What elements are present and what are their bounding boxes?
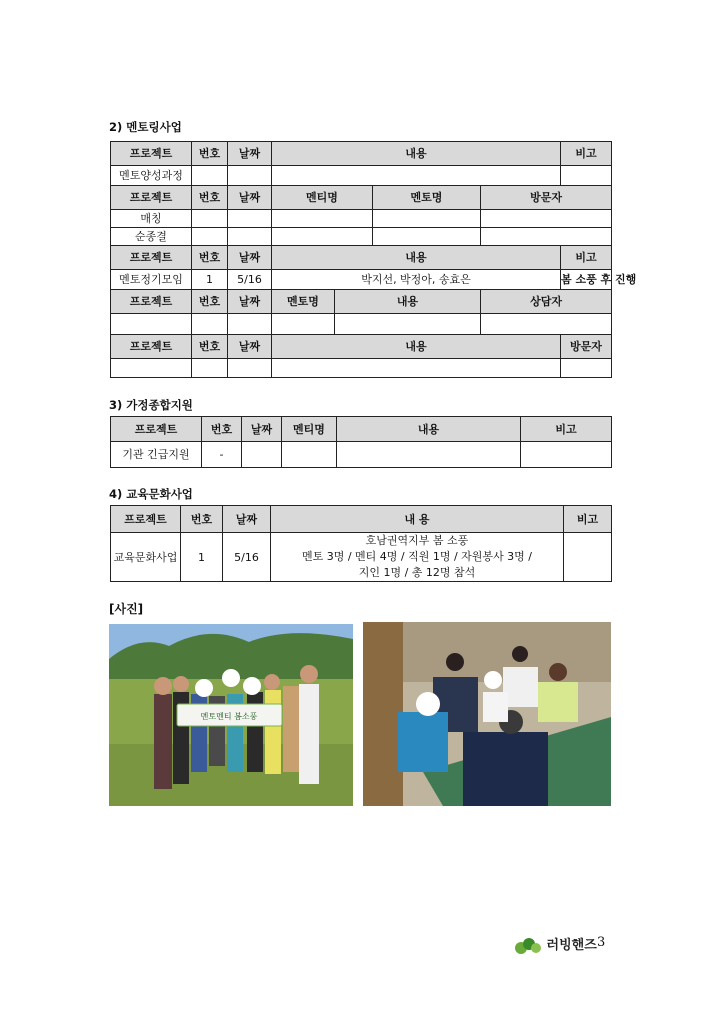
mentoring-r3-number: 1 [192, 270, 228, 290]
mentoring-h3-content: 내용 [272, 246, 561, 270]
family-r-project: 기관 긴급지원 [111, 442, 202, 468]
mentoring-h1-remarks: 비고 [561, 142, 612, 166]
culture-table [110, 505, 612, 582]
footer-brand: 러빙핸즈 [546, 938, 597, 953]
culture-h-date: 날짜 [223, 506, 271, 533]
mentoring-table [110, 141, 637, 335]
section-title-mentoring: 2) 멘토링사업 [109, 120, 182, 134]
mentoring-h4-project: 프로젝트 [111, 290, 192, 314]
mentoring-r2-matching: 매칭 [111, 210, 192, 228]
footer-logo [514, 934, 597, 955]
mentoring-h5-number: 번호 [192, 335, 228, 359]
culture-r-number: 1 [181, 533, 223, 582]
mentoring-r3-project: 멘토정기모임 [111, 270, 192, 290]
mentoring-h2-mentor: 멘토명 [373, 186, 481, 210]
culture-h-number: 번호 [181, 506, 223, 533]
mentoring-r1-project: 멘토양성과정 [111, 166, 192, 186]
mentoring-h2-date: 날짜 [228, 186, 272, 210]
family-r-number: - [202, 442, 242, 468]
mentoring-h1-content: 내용 [272, 142, 561, 166]
family-h-remarks: 비고 [521, 417, 612, 442]
family-h-project: 프로젝트 [111, 417, 202, 442]
mentoring-h5-visitor: 방문자 [561, 335, 612, 359]
photo-group-picnic [109, 624, 353, 806]
mentoring-h5-content: 내용 [272, 335, 561, 359]
mentoring-h5-project: 프로젝트 [111, 335, 192, 359]
leaf-logo-icon [514, 937, 542, 955]
mentoring-h3-date: 날짜 [228, 246, 272, 270]
culture-h-project: 프로젝트 [111, 506, 181, 533]
photos-title: [사진] [109, 602, 144, 616]
mentoring-visit-table [110, 334, 612, 378]
photo-picnic-mat [363, 622, 611, 806]
mentoring-h2-number: 번호 [192, 186, 228, 210]
mentoring-h3-project: 프로젝트 [111, 246, 192, 270]
picnic-photo-illustration [363, 622, 611, 806]
culture-content-line: 지인 1명 / 총 12명 참석 [358, 566, 476, 579]
mentoring-r3-date: 5/16 [228, 270, 272, 290]
mentoring-h1-project: 프로젝트 [111, 142, 192, 166]
mentoring-r3-content: 박지선, 박정아, 송효은 [272, 270, 561, 290]
family-h-date: 날짜 [242, 417, 282, 442]
mentoring-r3-remarks: 봄 소풍 후 진행 [561, 270, 612, 290]
culture-r-project: 교육문화사업 [111, 533, 181, 582]
family-support-table [110, 416, 612, 468]
mentoring-h4-counselor: 상담자 [481, 290, 612, 314]
culture-content-line: 멘토 3명 / 멘티 4명 / 직원 1명 / 자원봉사 3명 / [301, 550, 533, 563]
culture-h-content: 내 용 [271, 506, 564, 533]
mentoring-r2-closing: 순종결 [111, 228, 192, 246]
mentoring-h2-mentee: 멘티명 [272, 186, 373, 210]
mentoring-h1-date: 날짜 [228, 142, 272, 166]
mentoring-h4-number: 번호 [192, 290, 228, 314]
banner-text: 멘토멘티 봄소풍 [200, 712, 258, 721]
family-h-content: 내용 [337, 417, 521, 442]
culture-h-remarks: 비고 [564, 506, 612, 533]
mentoring-h2-visitor: 방문자 [481, 186, 612, 210]
mentoring-h3-remarks: 비고 [561, 246, 612, 270]
family-h-number: 번호 [202, 417, 242, 442]
culture-r-content [271, 533, 564, 582]
mentoring-h4-mentor: 멘토명 [272, 290, 335, 314]
mentoring-h5-date: 날짜 [228, 335, 272, 359]
section-title-family: 3) 가정종합지원 [109, 398, 193, 412]
culture-r-date: 5/16 [223, 533, 271, 582]
page-number: 3 [597, 935, 606, 950]
section-title-culture: 4) 교육문화사업 [109, 487, 193, 501]
family-h-mentee: 멘티명 [282, 417, 337, 442]
mentoring-h2-project: 프로젝트 [111, 186, 192, 210]
culture-content-line: 호남권역지부 봄 소풍 [365, 534, 469, 547]
mentoring-h4-date: 날짜 [228, 290, 272, 314]
mentoring-h3-number: 번호 [192, 246, 228, 270]
mentoring-h4-content: 내용 [335, 290, 481, 314]
mentoring-h1-number: 번호 [192, 142, 228, 166]
group-photo-illustration [109, 624, 353, 806]
